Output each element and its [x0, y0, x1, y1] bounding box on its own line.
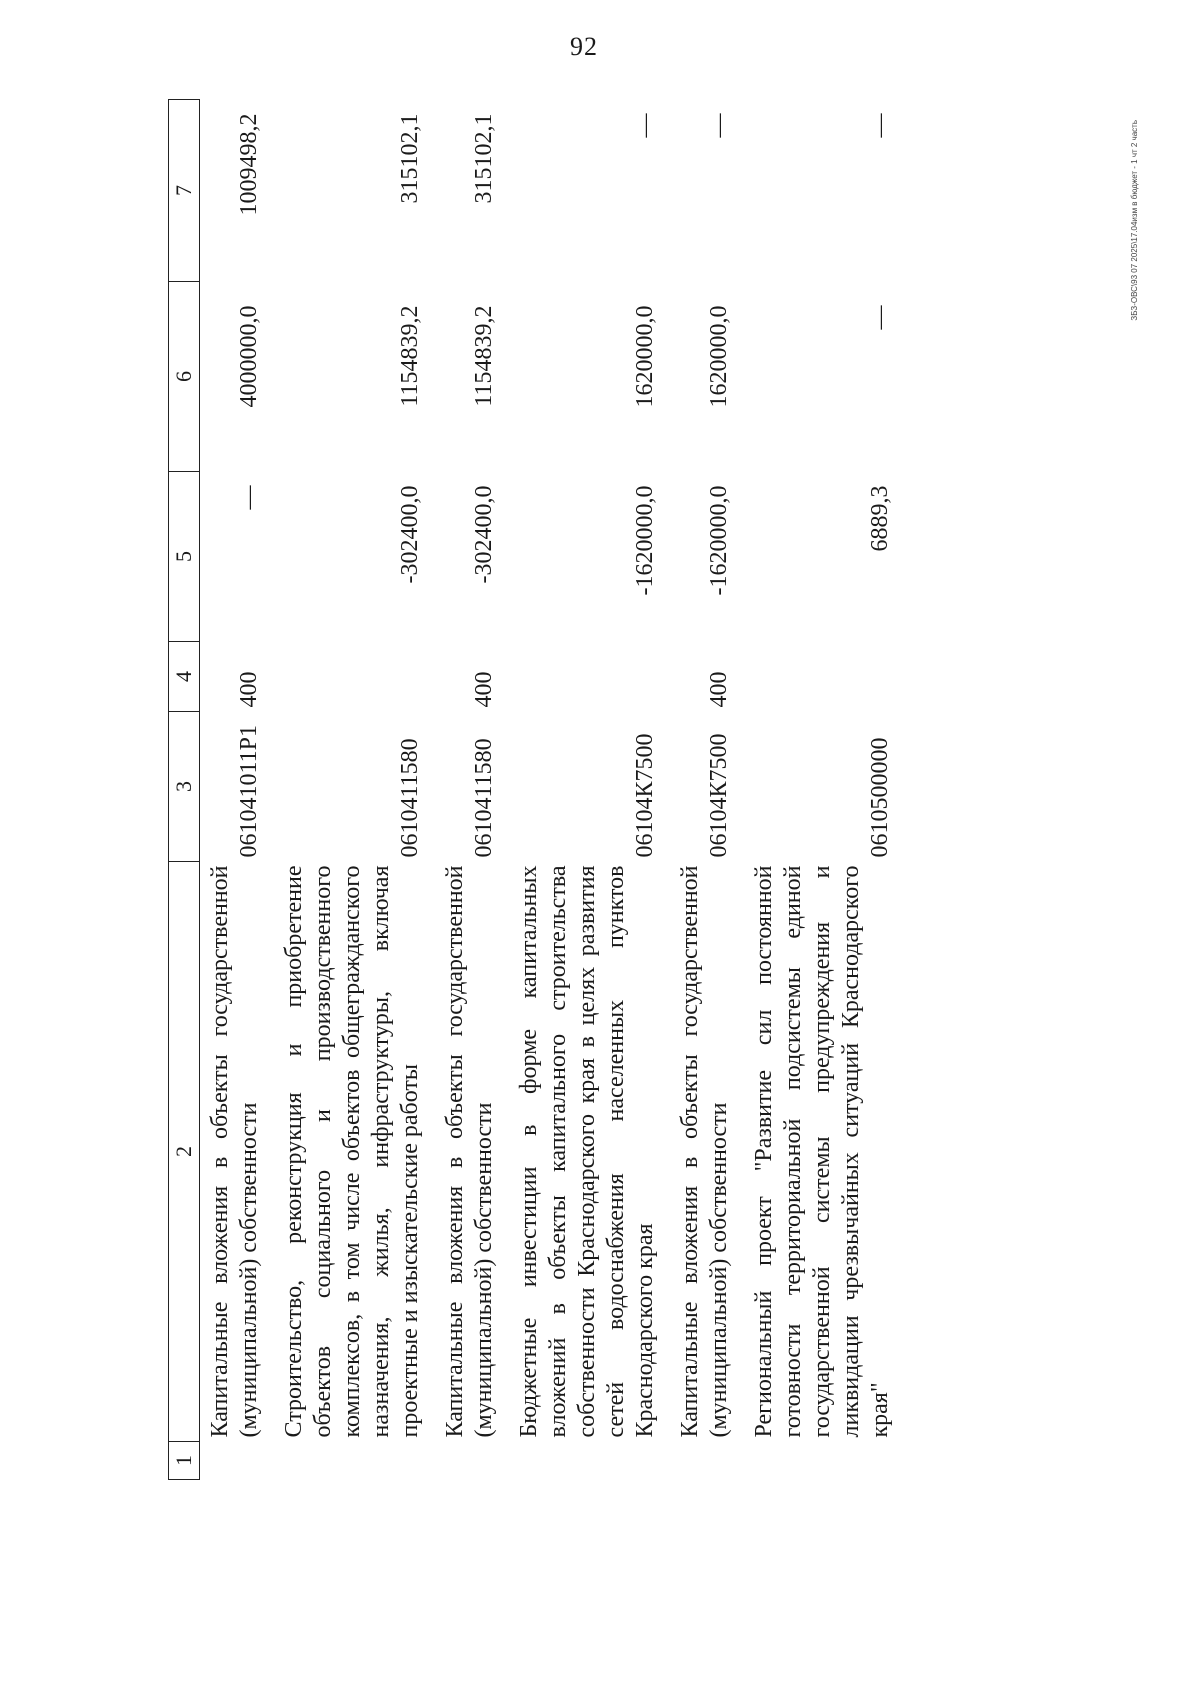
row-col6: 1154839,2 [471, 305, 497, 407]
row-col5: 6889,3 [867, 485, 893, 552]
row-col7: 315102,1 [471, 113, 497, 204]
row-code: 0610411580 [471, 738, 497, 858]
row-col7: — [706, 113, 732, 138]
header-row [169, 100, 200, 1480]
rotated-table-container [168, 100, 1018, 1480]
table-row [744, 100, 905, 1480]
header-col-3: 3 [169, 712, 200, 862]
table-row [274, 100, 435, 1480]
row-number-cell [274, 1442, 435, 1480]
row-number-cell [435, 1442, 509, 1480]
row-expense-type: 400 [471, 671, 497, 708]
row-expense-type [744, 642, 905, 712]
row-code: 0610500000 [867, 737, 893, 858]
header-col-7: 7 [169, 100, 200, 282]
header-col-6: 6 [169, 282, 200, 472]
row-col6: — [867, 305, 893, 330]
row-col5: — [236, 485, 262, 510]
row-name: Региональный проект "Развитие сил постоянной готовности территориальной подсистемы единой государственной системы предупреждения и ликвидации чрезвычайных ситуаций Краснодарского края" [751, 865, 893, 1438]
row-name: Капитальные вложения в объекты государственной (муниципальной) собственности [442, 865, 497, 1438]
row-expense-type [274, 642, 435, 712]
header-col-1: 1 [169, 1442, 200, 1480]
document-footer-code: ЗБЗ-ОВС\93 07 2025\17.04изм в бюджет - 1 чт 2 часть [1130, 120, 1139, 321]
table-row [200, 100, 275, 1480]
header-col-4: 4 [169, 642, 200, 712]
table-row [670, 100, 744, 1480]
row-col7: — [867, 113, 893, 138]
row-col7: — [632, 113, 658, 138]
table-body [200, 100, 906, 1480]
table-row [435, 100, 509, 1480]
row-code: 06104К7500 [632, 733, 658, 858]
row-code: 0610411580 [397, 738, 423, 858]
header-col-5: 5 [169, 472, 200, 642]
row-name: Капитальные вложения в объекты государственной (муниципальной) собственности [677, 865, 732, 1438]
row-col5: -1620000,0 [632, 485, 658, 596]
page-number: 92 [570, 32, 598, 61]
row-number-cell [200, 1442, 275, 1480]
table-header [169, 100, 200, 1480]
row-number-cell [744, 1442, 905, 1480]
row-expense-type [509, 642, 670, 712]
row-name: Бюджетные инвестиции в форме капитальных вложений в объекты капитального строительства собственности Краснодарского края в целях развития сетей водоснабжения населенных пунктов Краснодарского края [516, 865, 658, 1438]
row-col6: 1620000,0 [706, 305, 732, 408]
row-code: 06104К7500 [706, 733, 732, 858]
row-col6: 1154839,2 [397, 305, 423, 407]
row-col5: -302400,0 [471, 485, 497, 584]
header-col-2: 2 [169, 862, 200, 1442]
table-row [509, 100, 670, 1480]
row-col6: 4000000,0 [236, 305, 262, 408]
row-number-cell [670, 1442, 744, 1480]
row-code: 061041011P1 [236, 725, 262, 858]
row-col5: -302400,0 [397, 485, 423, 584]
row-name: Капитальные вложения в объекты государственной (муниципальной) собственности [207, 865, 262, 1438]
row-col6: 1620000,0 [632, 305, 658, 408]
row-col7: 1009498,2 [236, 113, 262, 216]
row-number-cell [509, 1442, 670, 1480]
row-col7: 315102,1 [397, 113, 423, 204]
budget-table [168, 99, 905, 1480]
row-name: Строительство, реконструкция и приобретение объектов социального и производственного комплексов, в том числе объектов общегражданского назначения, жилья, инфраструктуры, включая проектные и изыскательские работы [281, 865, 423, 1438]
row-expense-type: 400 [236, 671, 262, 708]
row-col5: -1620000,0 [706, 485, 732, 596]
row-expense-type: 400 [706, 671, 732, 708]
